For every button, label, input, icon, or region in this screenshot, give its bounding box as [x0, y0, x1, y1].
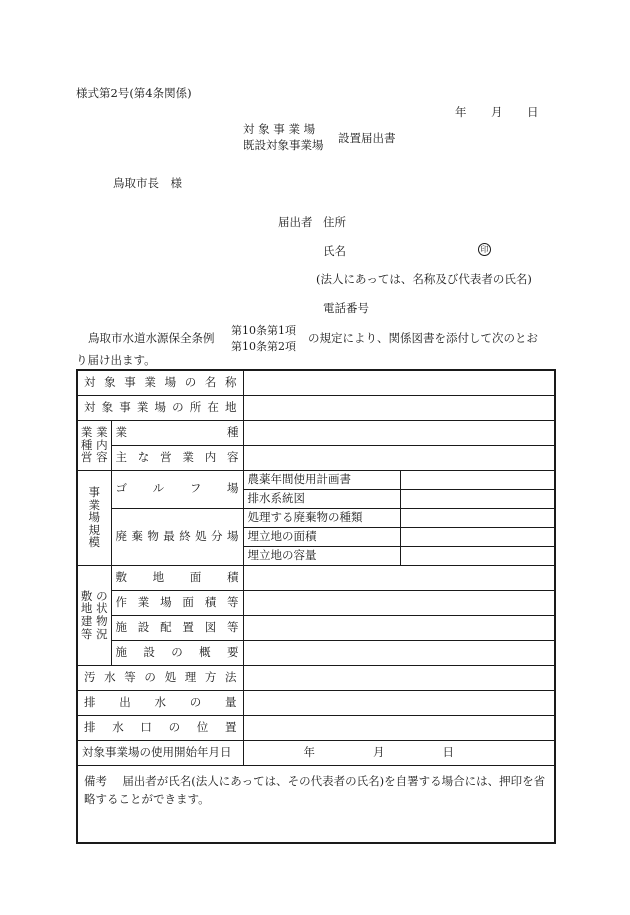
label-notifier: 届出者: [278, 215, 313, 229]
label-outlet: 排 水 口 の 位 置: [84, 719, 237, 734]
date-year: 年: [455, 105, 467, 119]
row-work-area: [77, 590, 555, 615]
row-golf-1: [77, 470, 555, 489]
row-facility-name: [77, 370, 555, 395]
value-facility-overview[interactable]: [243, 640, 555, 665]
golf-item-2: 排水系統図: [243, 489, 400, 508]
row-industry: [77, 420, 555, 445]
landfill-item-2: 埋立地の面積: [243, 527, 400, 546]
value-facility-location[interactable]: [243, 395, 555, 420]
value-golf-item-1[interactable]: [400, 470, 555, 489]
article-1: 第10条第1項: [231, 324, 296, 337]
label-start-date: 対象事業場の使用開始年月日: [77, 740, 243, 765]
label-main-business: 主 な 営 業 内 容: [115, 449, 239, 464]
value-landfill-item-3[interactable]: [400, 546, 555, 565]
title-suffix: 設置届出書: [338, 131, 396, 145]
row-notes: [77, 765, 555, 843]
value-golf-item-2[interactable]: [400, 489, 555, 508]
title-line1: 対 象 事 業 場: [243, 122, 316, 136]
row-wastewater: [77, 665, 555, 690]
addressee: 鳥取市長 様: [113, 176, 182, 190]
landfill-item-1: 処理する廃棄物の種類: [243, 508, 400, 527]
value-outlet[interactable]: [243, 715, 555, 740]
label-business-group: 業 業 種 内 営 容: [77, 420, 111, 470]
row-main-business: [77, 445, 555, 470]
form-number: 様式第2号(第4条関係): [76, 86, 192, 100]
value-site-area[interactable]: [243, 565, 555, 590]
landfill-item-3: 埋立地の容量: [243, 546, 400, 565]
label-wastewater: 汚 水 等 の 処 理 方 法: [84, 669, 237, 684]
notes: [77, 765, 555, 843]
label-facility-name: 対 象 事 業 場 の 名 称: [84, 375, 237, 390]
date-month: 月: [491, 105, 503, 119]
row-discharge: [77, 690, 555, 715]
label-phone: 電話番号: [323, 301, 369, 315]
start-month: 月: [373, 744, 385, 759]
value-landfill-item-2[interactable]: [400, 527, 555, 546]
corporation-note: (法人にあっては、名称及び代表者の氏名): [316, 272, 532, 286]
row-facility-location: [77, 395, 555, 420]
row-layout-plan: [77, 615, 555, 640]
label-scale-group: 事 業 場 規 模: [77, 470, 111, 565]
value-start-date[interactable]: [243, 740, 555, 765]
row-start-date: [77, 740, 555, 765]
notification-table: [76, 369, 556, 844]
label-facility-overview: 施 設 の 概 要: [115, 644, 239, 659]
label-industry: 業 種: [115, 424, 239, 439]
label-discharge: 排 出 水 の 量: [84, 694, 237, 709]
label-landfill: 廃 棄 物 最 終 処 分 場: [115, 528, 239, 543]
date-day: 日: [527, 105, 539, 119]
value-landfill-item-1[interactable]: [400, 508, 555, 527]
label-layout-plan: 施 設 配 置 図 等: [115, 619, 239, 634]
value-wastewater[interactable]: [243, 665, 555, 690]
row-outlet: [77, 715, 555, 740]
label-name: 氏名: [323, 244, 346, 258]
notes-label: 備考: [84, 773, 107, 788]
article-2: 第10条第2項: [231, 340, 296, 353]
value-discharge[interactable]: [243, 690, 555, 715]
label-facility-location: 対 象 事 業 場 の 所 在 地: [84, 399, 237, 414]
golf-item-1: 農薬年間使用計画書: [243, 470, 400, 489]
value-facility-name[interactable]: [243, 370, 555, 395]
body-text-line2: り届け出ます。: [76, 353, 156, 367]
row-site-area: [77, 565, 555, 590]
notes-text: 届出者が氏名(法人にあっては、その代表者の氏名)を自署する場合には、押印を省略することができます。: [84, 773, 546, 806]
value-industry[interactable]: [243, 420, 555, 445]
ordinance-name: 鳥取市水道水源保全条例: [88, 331, 215, 345]
value-layout-plan[interactable]: [243, 615, 555, 640]
label-golf: ゴ ル フ 場: [115, 481, 239, 496]
row-landfill-1: [77, 508, 555, 527]
value-work-area[interactable]: [243, 590, 555, 615]
title-line2: 既設対象事業場: [243, 138, 324, 152]
label-site-area: 敷 地 面 積: [115, 569, 239, 584]
label-work-area: 作 業 場 面 積 等: [115, 594, 239, 609]
label-address: 住所: [323, 215, 346, 229]
value-main-business[interactable]: [243, 445, 555, 470]
body-text-line1: の規定により、関係図書を添付して次のとお: [308, 331, 538, 345]
start-year: 年: [303, 744, 315, 759]
label-site-group: 敷 の 地 状 建 物 等 況: [77, 565, 111, 665]
seal-icon: 印: [478, 243, 491, 256]
start-day: 日: [442, 744, 454, 759]
row-facility-overview: [77, 640, 555, 665]
